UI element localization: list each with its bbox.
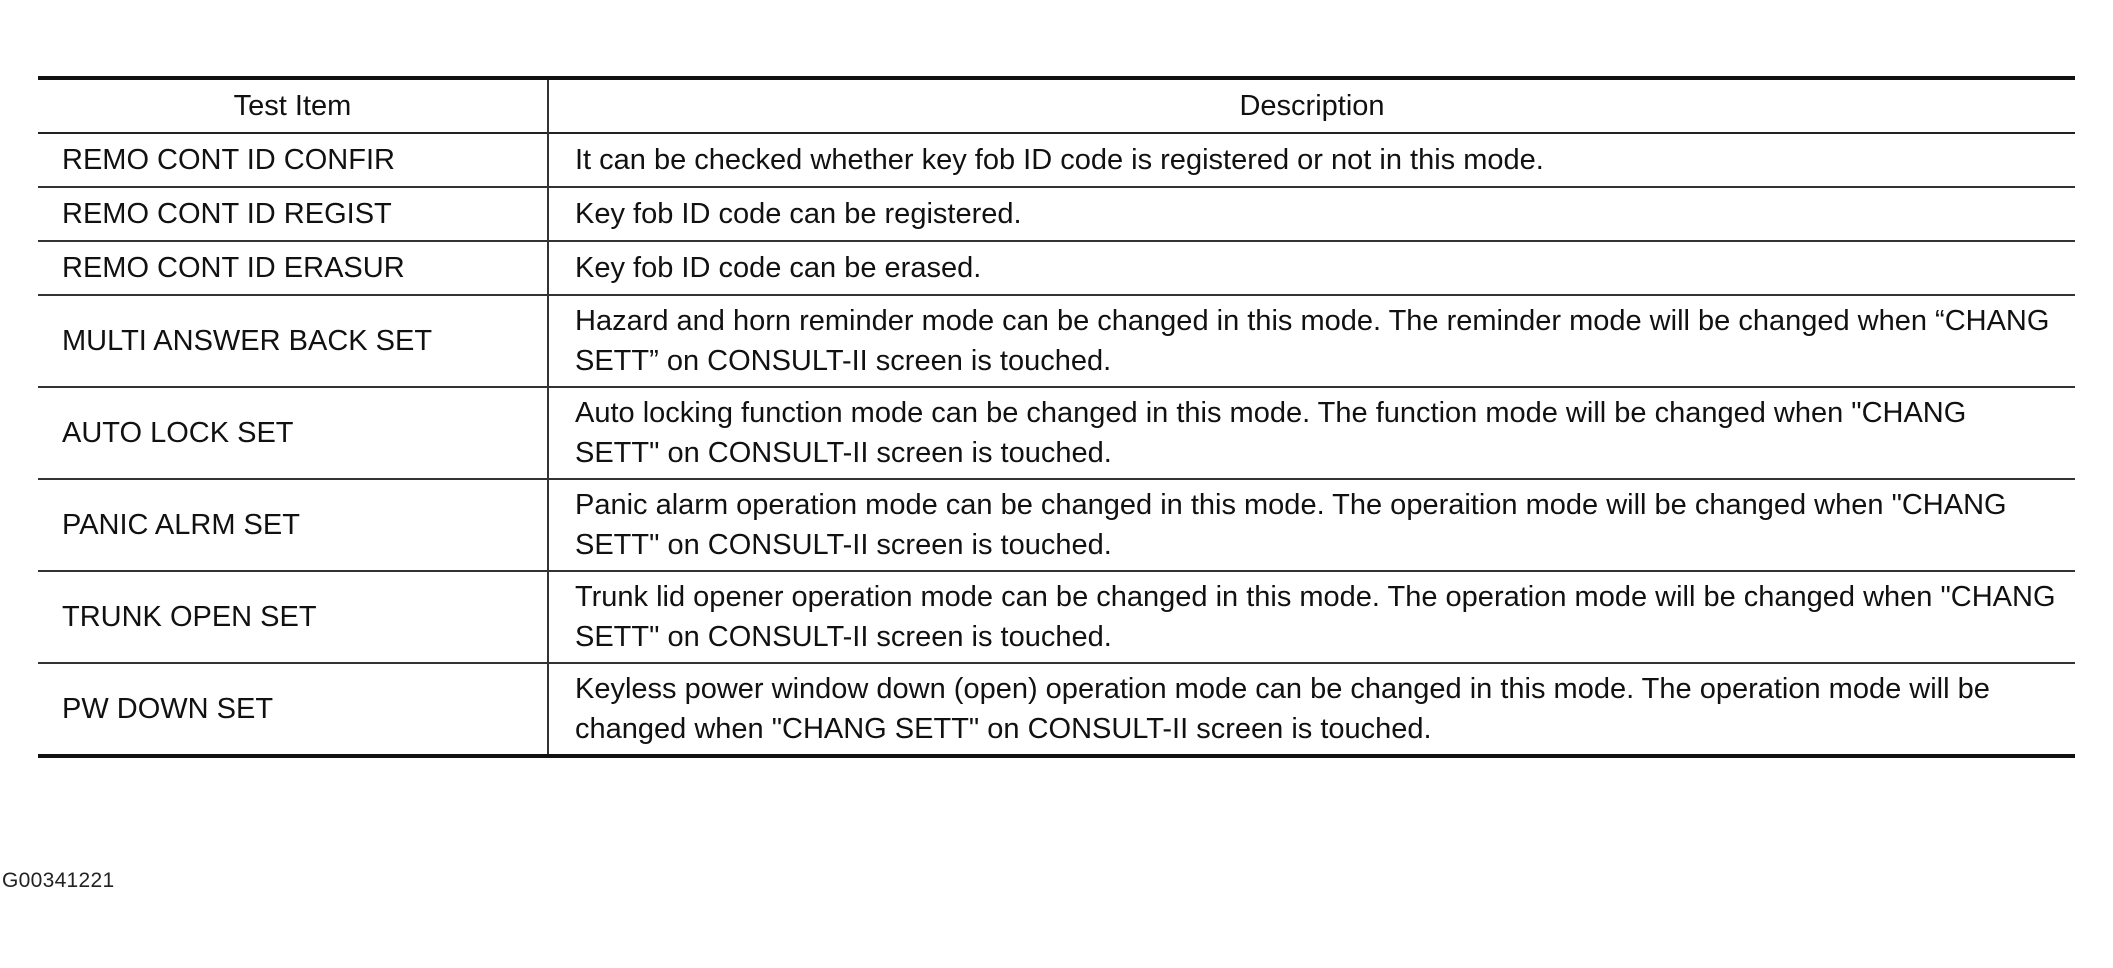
test-item-cell: REMO CONT ID REGIST xyxy=(38,187,548,241)
description-cell: Keyless power window down (open) operation mode can be changed in this mode. The operation mode will be changed when "CHANG SETT" on CONSULT-II screen is touched. xyxy=(575,673,1990,745)
test-item-cell: TRUNK OPEN SET xyxy=(38,571,548,663)
description-cell: Hazard and horn reminder mode can be changed in this mode. The reminder mode will be changed when “CHANG SETT” on CONSULT-II screen is touched. xyxy=(575,305,2050,377)
description-cell: It can be checked whether key fob ID code is registered or not in this mode. xyxy=(575,144,1544,176)
description-cell: Trunk lid opener operation mode can be changed in this mode. The operation mode will be changed when "CHANG SETT" on CONSULT-II screen is touched. xyxy=(575,581,2056,653)
figure-code: G00341221 xyxy=(2,869,115,892)
test-item-cell: PANIC ALRM SET xyxy=(38,479,548,571)
table-row xyxy=(38,387,2075,479)
table-row xyxy=(38,295,2075,387)
test-item-cell: AUTO LOCK SET xyxy=(38,387,548,479)
table-header xyxy=(38,78,2075,133)
test-item-cell: REMO CONT ID CONFIR xyxy=(38,133,548,187)
description-cell: Panic alarm operation mode can be changed in this mode. The operaition mode will be changed when "CHANG SETT" on CONSULT-II screen is touched. xyxy=(575,489,2007,561)
column-header-test-item: Test Item xyxy=(38,78,548,133)
table-row xyxy=(38,663,2075,756)
table-row xyxy=(38,241,2075,295)
test-item-table xyxy=(38,76,2075,758)
table-header-row xyxy=(38,78,2075,133)
column-header-description: Description xyxy=(1239,89,1385,122)
table-row xyxy=(38,479,2075,571)
table-row xyxy=(38,133,2075,187)
test-item-cell: REMO CONT ID ERASUR xyxy=(38,241,548,295)
description-cell: Auto locking function mode can be changed in this mode. The function mode will be changed when "CHANG SETT" on CONSULT-II screen is touched. xyxy=(575,397,1967,469)
test-item-cell: MULTI ANSWER BACK SET xyxy=(38,295,548,387)
table-row xyxy=(38,187,2075,241)
test-item-cell: PW DOWN SET xyxy=(38,663,548,756)
table-row xyxy=(38,571,2075,663)
description-cell: Key fob ID code can be erased. xyxy=(575,252,982,284)
table-body xyxy=(38,133,2075,756)
description-cell: Key fob ID code can be registered. xyxy=(575,198,1022,230)
